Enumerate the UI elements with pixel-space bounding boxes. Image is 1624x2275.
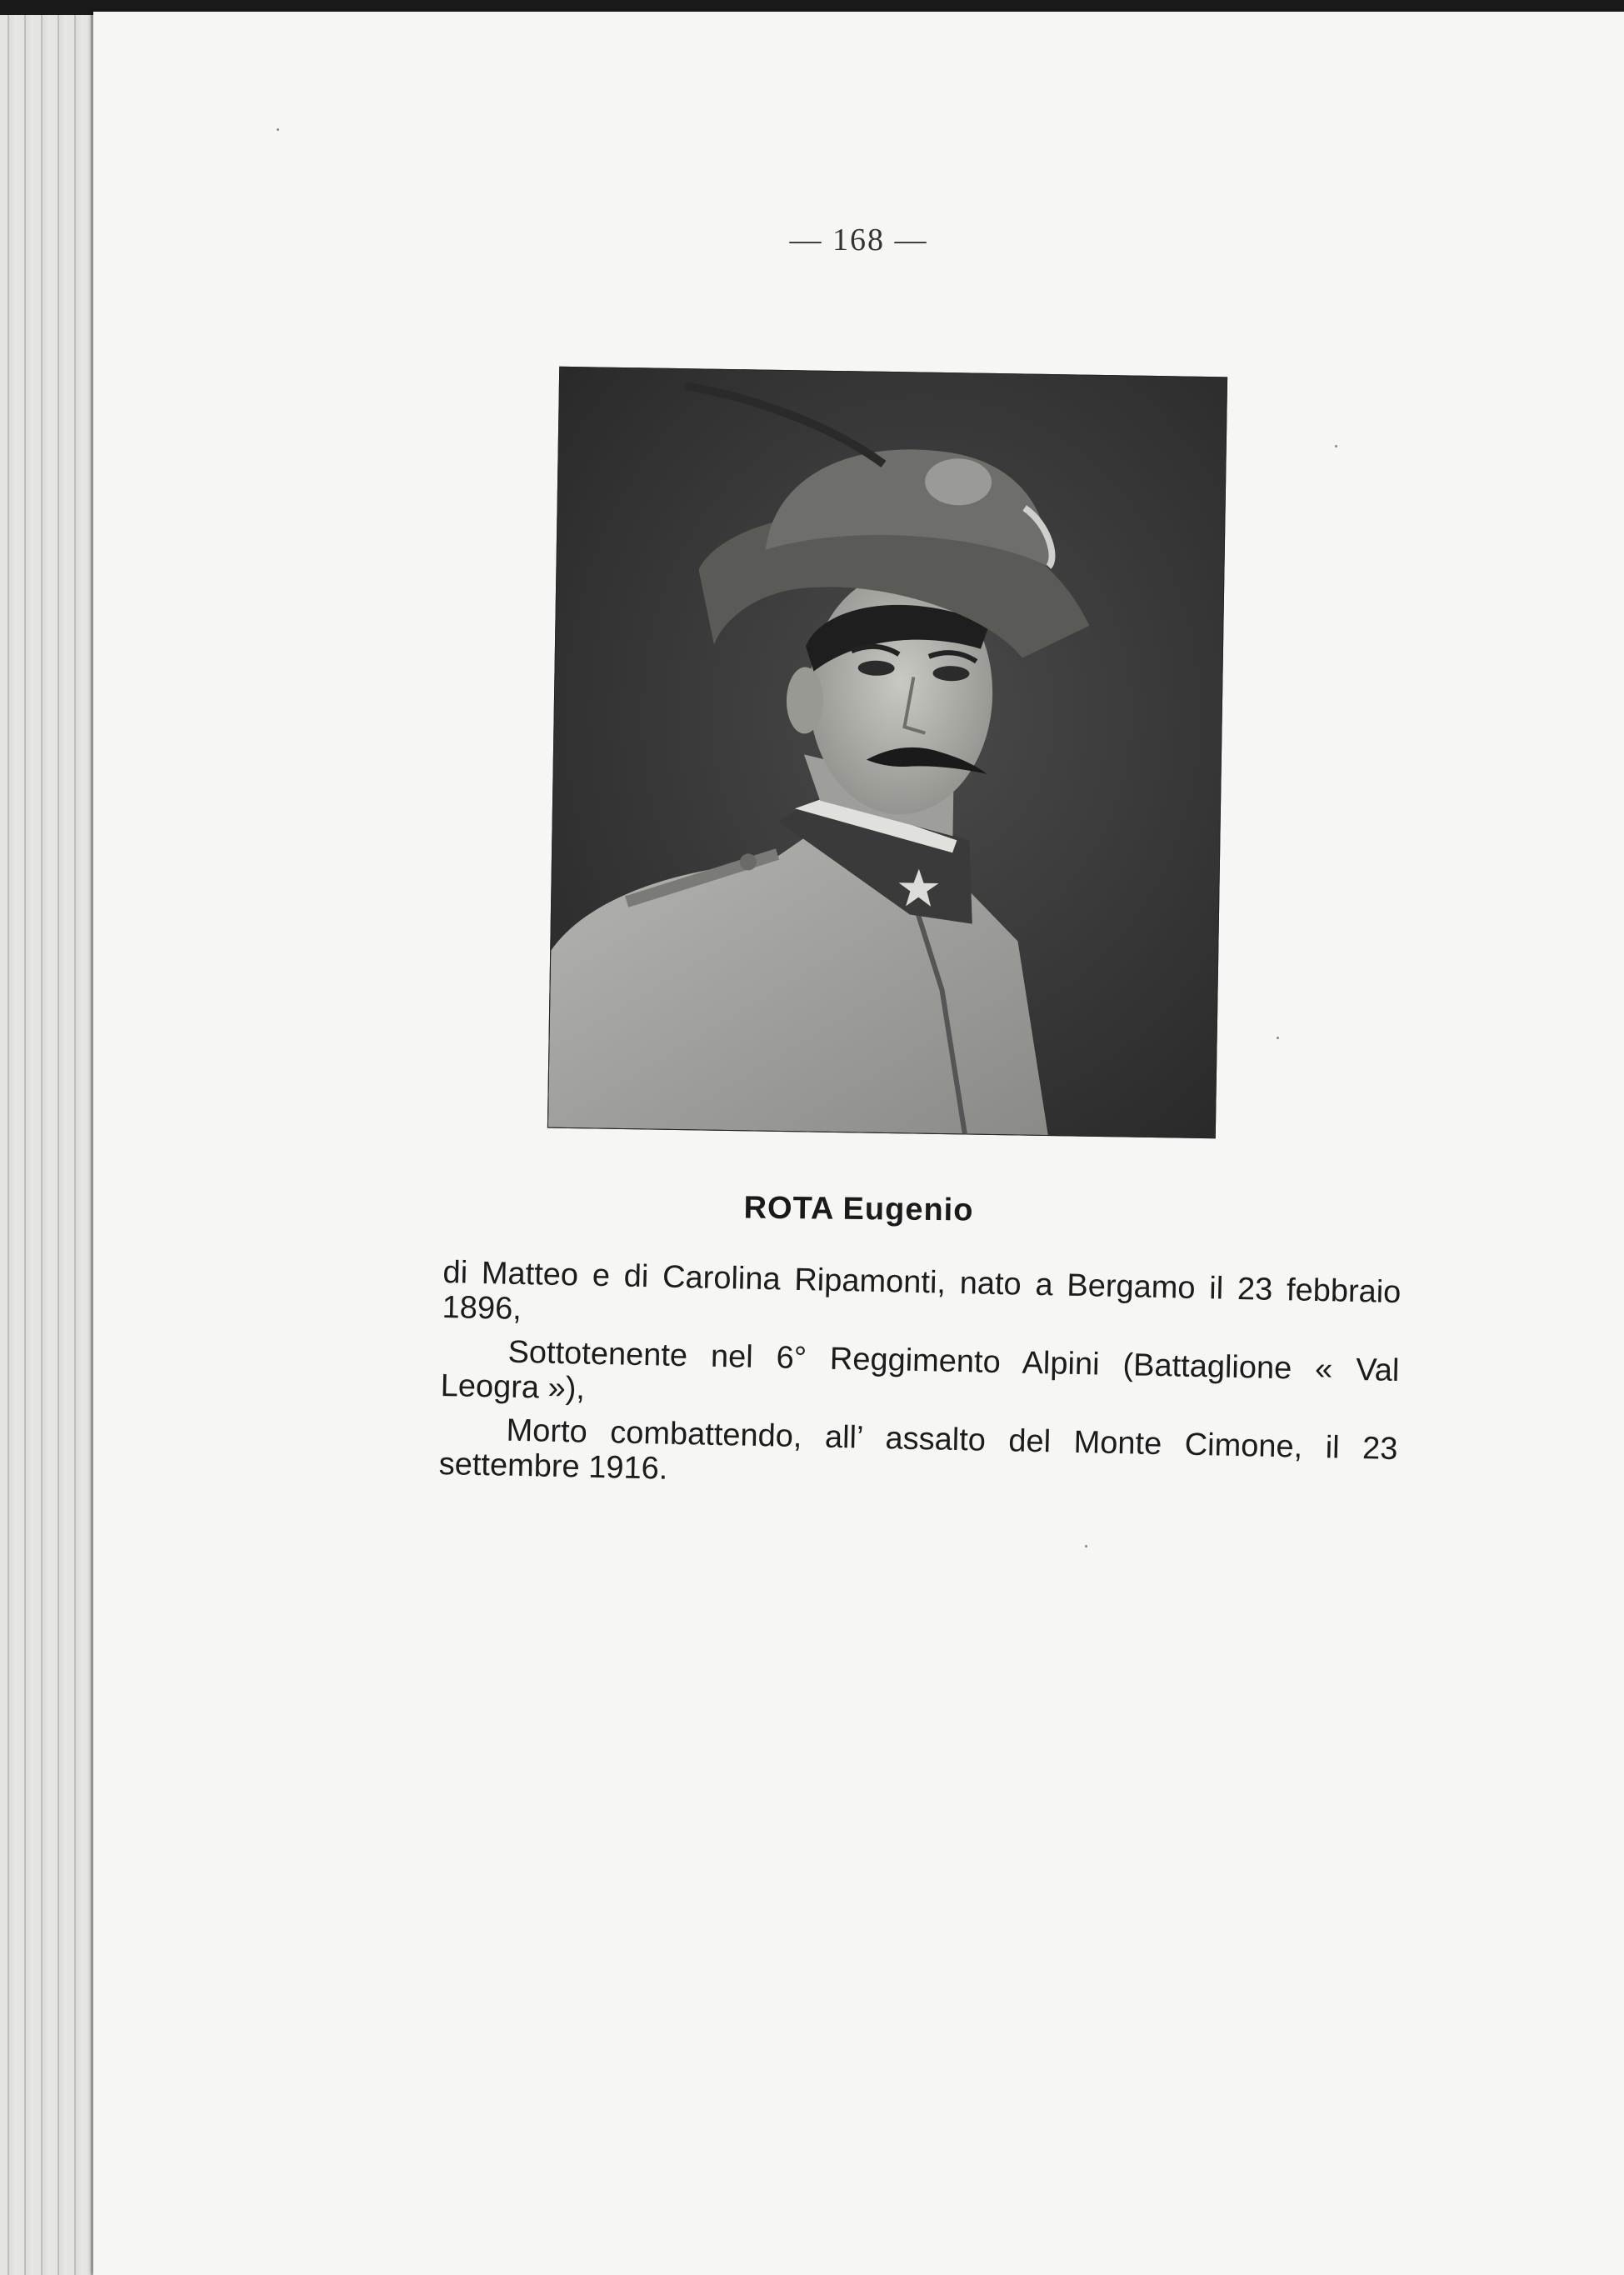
page-number: — 168 — — [789, 222, 928, 258]
book-page — [93, 12, 1624, 2275]
portrait-photo — [547, 367, 1227, 1138]
book-page-edges — [0, 15, 100, 2275]
bio-parentage-birth: di Matteo e di Carolina Ripamonti, nato a Bergamo il 23 febbraio 1896, — [442, 1255, 1402, 1327]
biography — [438, 1255, 1402, 1510]
paper-speck — [277, 128, 279, 131]
bio-rank-regiment: Sottotenente nel 6° Reggimento Alpini (Battaglione « Val Leogra »), — [440, 1334, 1400, 1407]
paper-speck — [1277, 1037, 1279, 1039]
paper-speck — [1335, 445, 1337, 448]
portrait-photo-icon — [548, 368, 1227, 1138]
bio-death: Morto combattendo, all’ assalto del Monte Cimone, il 23 settembre 1916. — [438, 1412, 1398, 1487]
paper-speck — [1085, 1545, 1087, 1548]
person-name: ROTA Eugenio — [743, 1190, 974, 1228]
